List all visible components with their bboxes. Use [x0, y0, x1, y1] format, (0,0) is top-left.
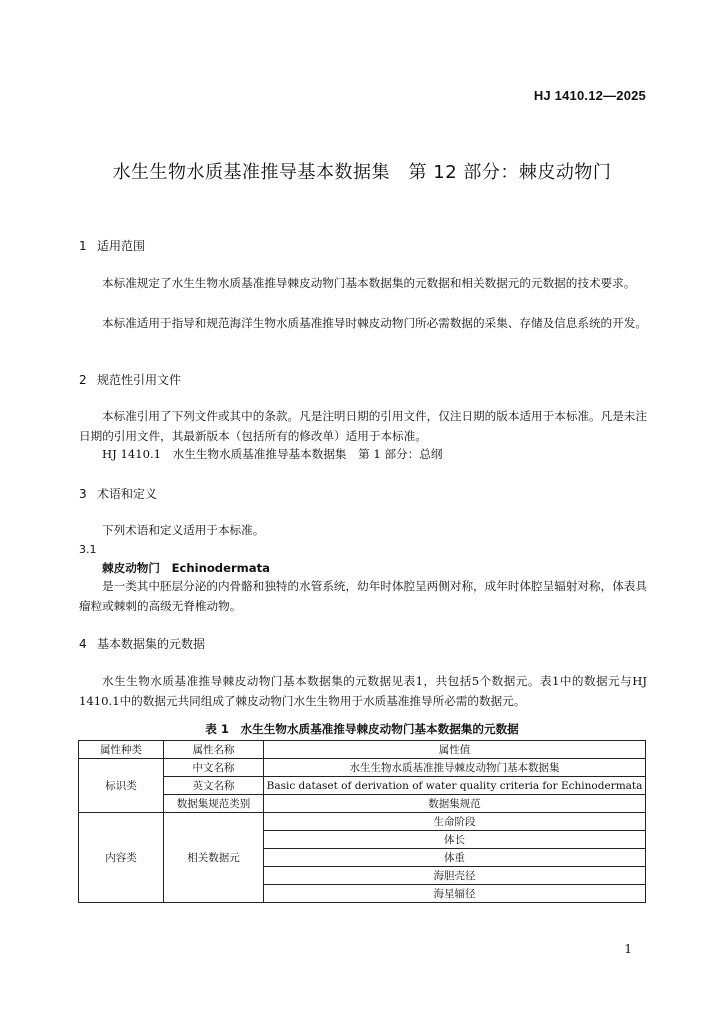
- page-number: 1: [624, 942, 632, 956]
- document-title: 水生生物水质基准推导基本数据集 第 12 部分：棘皮动物门: [112, 162, 612, 183]
- attribute-value-cell: 水生生物水质基准推导棘皮动物门基本数据集: [264, 759, 646, 777]
- section-1-paragraph-1: 本标准规定了水生生物水质基准推导棘皮动物门基本数据集的元数据和相关数据元的元数据的技术要求。: [102, 276, 636, 290]
- section-title: 规范性引用文件: [97, 373, 182, 387]
- attribute-value-cell: 数据集规范: [264, 795, 646, 813]
- metadata-table: [78, 740, 646, 903]
- section-2-paragraph-1: 本标准引用了下列文件或其中的条款。凡是注明日期的引用文件，仅注日期的版本适用于本标准。凡是未注日期的引用文件，其最新版本（包括所有的修改单）适用于本标准。: [79, 409, 647, 443]
- category-cell: 标识类: [79, 759, 164, 813]
- attribute-value-cell: 体重: [264, 849, 646, 867]
- attribute-value-cell: 生命阶段: [264, 813, 646, 831]
- term-title: 棘皮动物门 Echinodermata: [102, 561, 270, 575]
- table-row: [79, 777, 646, 795]
- table-header-cell: 属性种类: [79, 741, 164, 759]
- section-1-paragraph-2: 本标准适用于指导和规范海洋生物水质基准推导时棘皮动物门所必需数据的采集、存储及信息系统的开发。: [102, 316, 647, 330]
- attribute-value-cell: 体长: [264, 831, 646, 849]
- attribute-value-cell: Basic dataset of derivation of water quality criteria for Echinodermata: [264, 777, 646, 795]
- attribute-value-cell: 海胆壳径: [264, 867, 646, 885]
- section-number: 4: [79, 637, 87, 651]
- section-title: 术语和定义: [97, 487, 158, 501]
- table-caption: 表 1 水生生物水质基准推导棘皮动物门基本数据集的元数据: [205, 722, 519, 736]
- section-4-heading: [79, 635, 205, 652]
- section-1-heading: [79, 237, 145, 254]
- table-row: [79, 813, 646, 831]
- term-definition: 是一类其中胚层分泌的内骨骼和独特的水管系统，幼年时体腔呈两侧对称，成年时体腔呈辐射对称，体表具瘤粒或棘刺的高级无脊椎动物。: [79, 579, 647, 613]
- attribute-name-cell: 中文名称: [164, 759, 264, 777]
- table-row: [79, 759, 646, 777]
- table-row: [79, 795, 646, 813]
- attribute-name-cell: 相关数据元: [164, 813, 264, 903]
- attribute-name-cell: 数据集规范类别: [164, 795, 264, 813]
- section-2-heading: [79, 371, 181, 388]
- table-header-row: [79, 741, 646, 759]
- category-cell: 内容类: [79, 813, 164, 903]
- attribute-value-cell: 海星辐径: [264, 885, 646, 903]
- section-number: 3: [79, 487, 87, 501]
- attribute-name-cell: 英文名称: [164, 777, 264, 795]
- table-header-cell: 属性名称: [164, 741, 264, 759]
- section-number: 2: [79, 373, 87, 387]
- section-3-heading: [79, 485, 157, 502]
- section-3-paragraph-1: 下列术语和定义适用于本标准。: [102, 523, 265, 537]
- standard-code: HJ 1410.12—2025: [533, 88, 646, 103]
- section-4-paragraph-1: 水生生物水质基准推导棘皮动物门基本数据集的元数据见表1，共包括5个数据元。表1中的数据元与HJ 1410.1中的数据元共同组成了棘皮动物门水生生物用于水质基准推导所必需的数据元。: [79, 674, 647, 708]
- normative-reference: HJ 1410.1 水生生物水质基准推导基本数据集 第 1 部分：总纲: [102, 447, 443, 461]
- term-number: 3.1: [79, 543, 97, 556]
- section-title: 适用范围: [97, 239, 146, 253]
- section-title: 基本数据集的元数据: [97, 637, 206, 651]
- section-number: 1: [79, 239, 87, 253]
- table-header-cell: 属性值: [264, 741, 646, 759]
